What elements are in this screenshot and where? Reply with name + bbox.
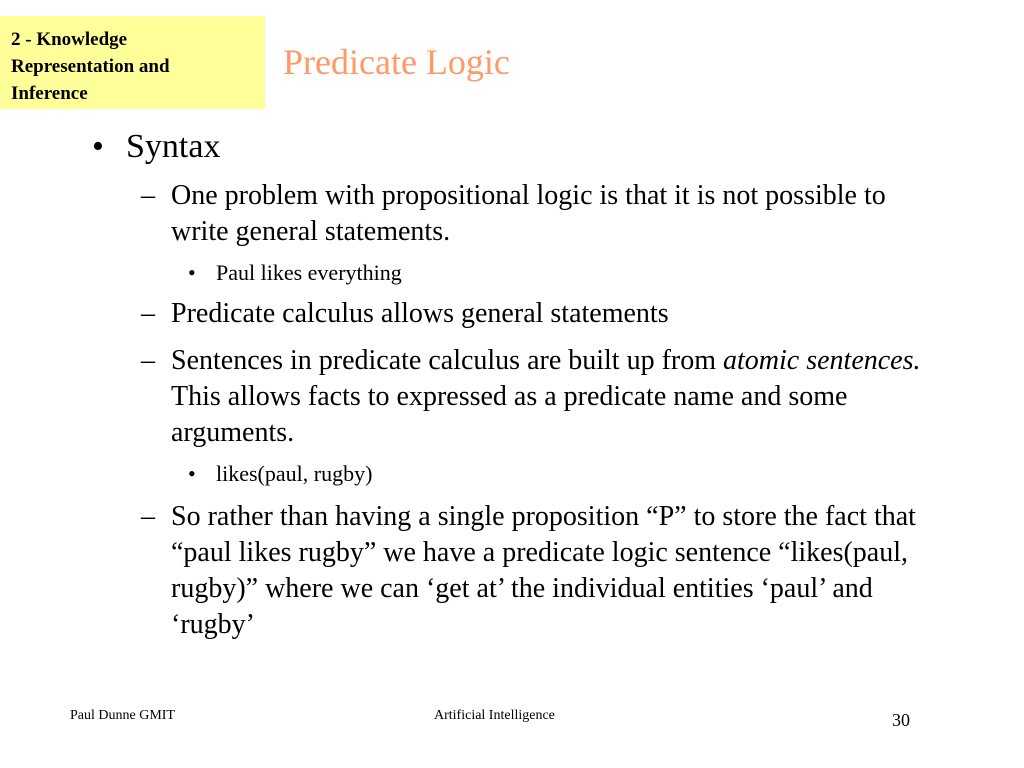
- page-number: 30: [892, 710, 910, 730]
- emphasis-term: atomic sentences.: [723, 345, 921, 376]
- dash-item-text-end: This allows facts to expressed as a predicate name and some arguments.: [171, 381, 848, 448]
- dash-item-predicate-calculus: [141, 296, 941, 332]
- dash-item-proposition-comparison: [141, 499, 926, 643]
- section-label: [0, 16, 265, 109]
- section-label-line: Representation and: [11, 56, 170, 77]
- footer-author: Paul Dunne GMIT: [70, 708, 175, 723]
- section-label-line: 2 - Knowledge: [11, 29, 128, 50]
- bullet-text: Syntax: [126, 128, 221, 165]
- dash-item-text: So rather than having a single proposition “P” to store the fact that “paul likes rugby” we have a predicate logic sentence “likes(paul, rugby)” where we can ‘get at’ the individual entities ‘paul’ and ‘rugby’: [171, 501, 916, 640]
- sub-bullet-paul-likes: [188, 259, 402, 287]
- dash-marker: –: [141, 501, 155, 532]
- dash-item-atomic-sentences: [141, 343, 951, 451]
- footer-course: Artificial Intelligence: [434, 708, 555, 723]
- sub-bullet-text: likes(paul, rugby): [216, 461, 373, 486]
- sub-bullet-text: Paul likes everything: [216, 260, 402, 285]
- sub-bullet-likes-example: [188, 460, 372, 488]
- dash-item-propositional: [141, 178, 901, 250]
- dash-marker: –: [141, 345, 155, 376]
- dash-item-text: Predicate calculus allows general statements: [171, 298, 669, 329]
- dash-item-text-start: Sentences in predicate calculus are built up from: [171, 345, 724, 376]
- section-label-line: Inference: [11, 83, 88, 104]
- sub-bullet-marker: •: [188, 461, 196, 486]
- dash-item-text: One problem with propositional logic is that it is not possible to write general statements.: [171, 180, 886, 247]
- dash-marker: –: [141, 298, 155, 329]
- dash-marker: –: [141, 180, 155, 211]
- sub-bullet-marker: •: [188, 260, 196, 285]
- slide-title: Predicate Logic: [283, 42, 510, 82]
- bullet-marker: •: [92, 128, 104, 165]
- dash-item-text: [171, 343, 951, 451]
